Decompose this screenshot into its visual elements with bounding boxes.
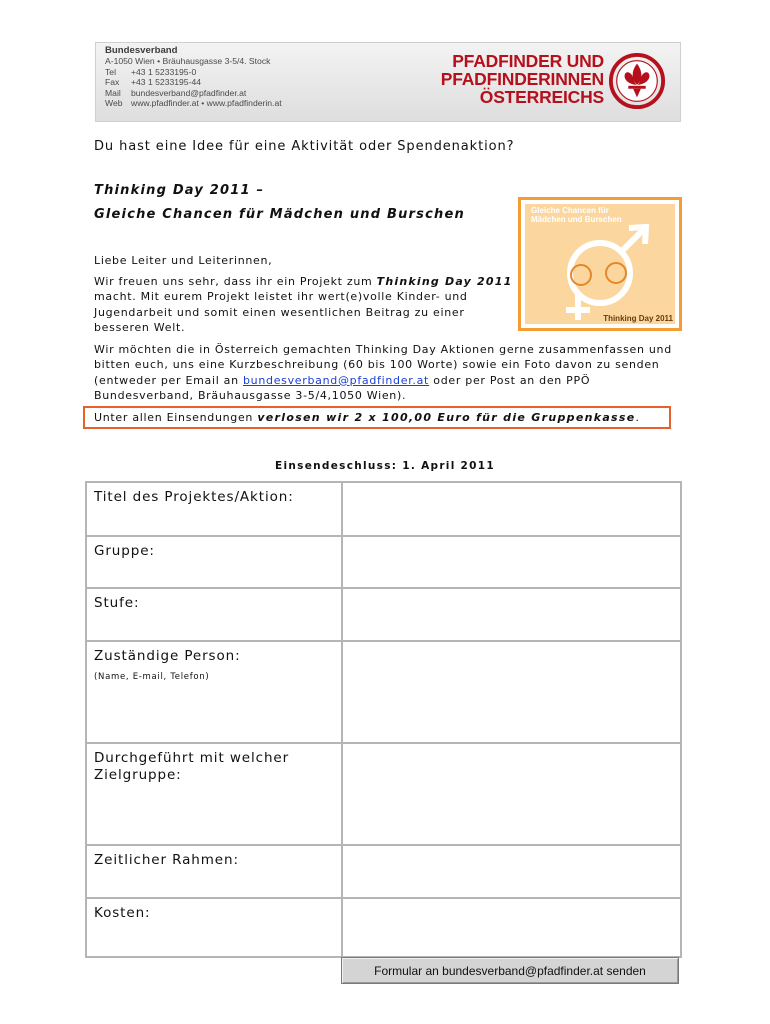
level-field[interactable] — [343, 589, 680, 640]
submit-form-button[interactable]: Formular an bundesverband@pfadfinder.at senden — [341, 957, 679, 984]
form-row — [86, 588, 681, 641]
deadline: Einsendeschluss: 1. April 2011 — [275, 460, 495, 472]
contact-row — [105, 77, 282, 87]
form-label — [86, 588, 342, 641]
contact-label: Web — [105, 98, 123, 109]
contact-value: +43 1 5233195-0 — [131, 66, 197, 77]
project-title-field[interactable] — [343, 483, 680, 535]
contact-person-field[interactable] — [343, 642, 680, 742]
brand-line: PFADFINDERINNEN — [440, 69, 604, 89]
form-hint: (Name, E-mail, Telefon) — [94, 672, 210, 682]
form-label — [86, 845, 342, 898]
form-label-text: Durchgeführt mit welcher Zielgruppe: — [94, 750, 290, 783]
form-row — [86, 743, 681, 845]
brand-line: PFADFINDER UND — [452, 51, 604, 71]
form-cell — [342, 845, 681, 898]
paragraph-text: oder per Post an den PPÖ Bundesverband, Bräuhausgasse 3-5/4,1050 Wien). — [94, 373, 591, 403]
form-row — [86, 898, 681, 957]
letterhead — [95, 42, 681, 122]
contact-row — [105, 88, 282, 98]
form-cell — [342, 898, 681, 957]
promo-footer: Thinking Day 2011 — [603, 314, 673, 323]
greeting: Liebe Leiter und Leiterinnen, — [94, 254, 273, 267]
contact-value: +43 1 5233195-44 — [131, 77, 202, 88]
page-subtitle: Gleiche Chancen für Mädchen und Burschen — [94, 207, 465, 222]
intro-question: Du hast eine Idee für eine Aktivität oder Spendenaktion? — [94, 139, 515, 154]
email-link[interactable]: bundesverband@pfadfinder.at — [242, 373, 430, 387]
form-label-text: Kosten: — [94, 905, 151, 921]
form-label-text: Stufe: — [94, 595, 140, 611]
brand-line: ÖSTERREICHS — [479, 87, 604, 107]
form-row — [86, 845, 681, 898]
form-label-text: Gruppe: — [94, 543, 155, 559]
paragraph-emphasis: Thinking Day 2011 — [376, 275, 513, 288]
form-label — [86, 536, 342, 588]
paragraph-intro — [94, 274, 514, 336]
form-cell — [342, 482, 681, 536]
form-row — [86, 536, 681, 588]
promo-header-line: Gleiche Chancen für — [531, 206, 609, 215]
paragraph-text: Wir möchten die in Österreich gemachten Thinking Day Aktionen gerne zusammenfassen und bitten euch, uns eine Kurzbeschreibung (60 bis 100 Worte) sowie ein Foto davon zu senden (entweder per Email an — [94, 343, 672, 387]
brand-name — [441, 52, 604, 106]
form-row — [86, 641, 681, 743]
paragraph-text: macht. Mit eurem Projekt leistet ihr wert(e)volle Kinder- und Jugendarbeit und somit einen wesentlichen Beitrag zu einer besseren Welt. — [94, 290, 468, 335]
org-name: Bundesverband — [105, 45, 178, 56]
form-cell — [342, 588, 681, 641]
address-block — [105, 46, 282, 108]
paragraph-text: Wir freuen uns sehr, dass ihr ein Projekt zum — [94, 275, 377, 288]
form-label — [86, 482, 342, 536]
lily-trefoil-emblem-icon — [608, 52, 666, 110]
form-label-text: Zeitlicher Rahmen: — [94, 852, 239, 868]
form-label-text: Zuständige Person: — [94, 648, 241, 664]
form-label — [86, 641, 342, 743]
promo-header — [531, 206, 622, 224]
contact-row — [105, 67, 282, 77]
contact-label: Tel — [105, 66, 116, 77]
prize-text: . — [635, 411, 640, 424]
promo-header-line: Mädchen und Burschen — [531, 215, 622, 224]
contact-label: Mail — [105, 87, 121, 98]
contact-value: bundesverband@pfadfinder.at — [131, 87, 247, 98]
form-label — [86, 898, 342, 957]
prize-notice — [83, 406, 671, 429]
street-address: A-1050 Wien • Bräuhausgasse 3-5/4. Stock — [105, 56, 271, 67]
timeframe-field[interactable] — [343, 846, 680, 897]
submission-form — [85, 481, 682, 958]
contact-value: www.pfadfinder.at • www.pfadfinderin.at — [131, 98, 282, 109]
form-cell — [342, 641, 681, 743]
paragraph-request — [94, 342, 684, 404]
costs-field[interactable] — [343, 899, 680, 956]
target-group-field[interactable] — [343, 744, 680, 844]
form-label-text: Titel des Projektes/Aktion: — [94, 489, 294, 505]
thinking-day-promo-image — [518, 197, 682, 331]
form-row — [86, 482, 681, 536]
form-cell — [342, 743, 681, 845]
form-label — [86, 743, 342, 845]
contact-label: Fax — [105, 77, 120, 88]
prize-emphasis: verlosen wir 2 x 100,00 Euro für die Gruppenkasse — [257, 411, 636, 424]
group-field[interactable] — [343, 537, 680, 587]
contact-row — [105, 98, 282, 108]
prize-text: Unter allen Einsendungen — [94, 411, 258, 424]
page-title: Thinking Day 2011 – — [94, 183, 265, 198]
form-cell — [342, 536, 681, 588]
